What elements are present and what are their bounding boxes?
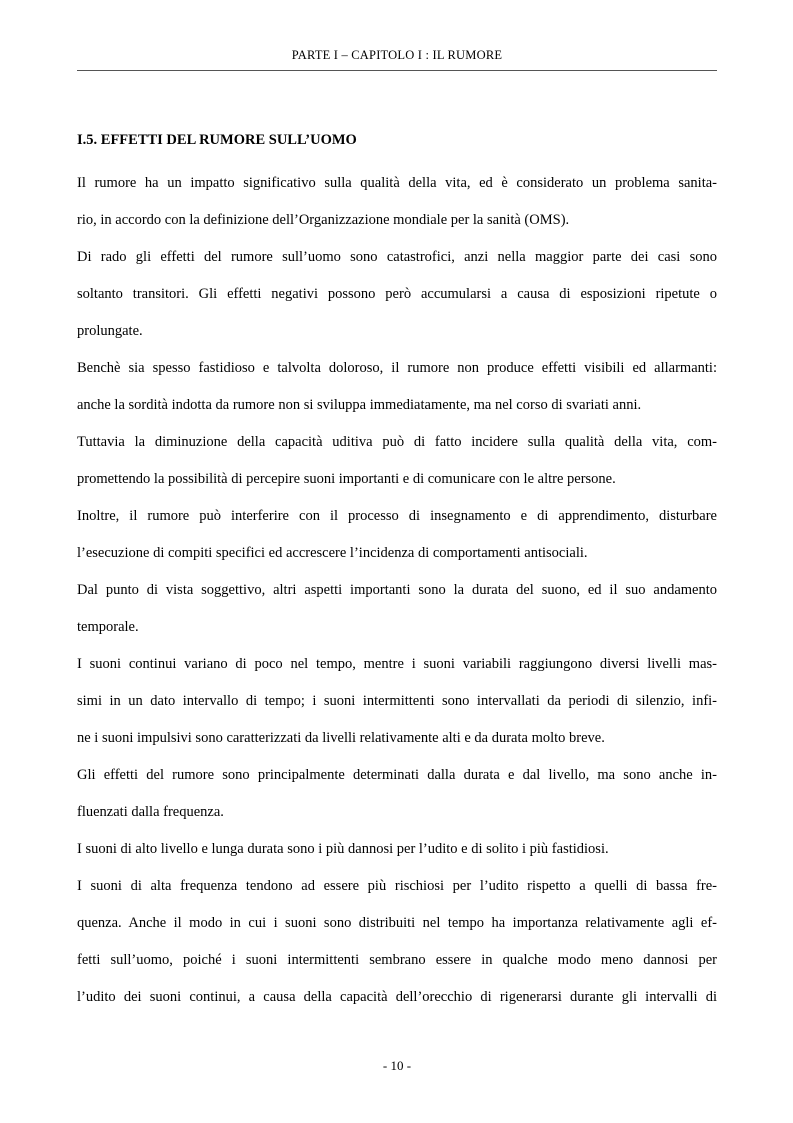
text-line: I suoni di alto livello e lunga durata sono i più dannosi per l’udito e di solito i più fastidiosi. xyxy=(77,841,609,857)
text-line: I suoni di alta frequenza tendono ad essere più rischiosi per l’udito rispetto a quelli di bassa fre- xyxy=(77,878,717,894)
header-divider xyxy=(77,70,717,71)
text-line: prolungate. xyxy=(77,323,143,339)
text-line: Il rumore ha un impatto significativo sulla qualità della vita, ed è considerato un problema sanita- xyxy=(77,175,717,191)
text-line: Di rado gli effetti del rumore sull’uomo sono catastrofici, anzi nella maggior parte dei casi sono xyxy=(77,249,717,265)
text-line: l’udito dei suoni continui, a causa della capacità dell’orecchio di rigenerarsi durante gli intervalli di xyxy=(77,989,717,1005)
text-line: I suoni continui variano di poco nel tempo, mentre i suoni variabili raggiungono diversi livelli mas- xyxy=(77,656,717,672)
text-line: fluenzati dalla frequenza. xyxy=(77,804,224,820)
text-line: ne i suoni impulsivi sono caratterizzati da livelli relativamente alti e da durata molto breve. xyxy=(77,730,605,746)
text-line: l’esecuzione di compiti specifici ed accrescere l’incidenza di comportamenti antisociali. xyxy=(77,545,588,561)
running-header: PARTE I – CAPITOLO I : IL RUMORE xyxy=(291,48,503,62)
text-line: fetti sull’uomo, poiché i suoni intermittenti sembrano essere in qualche modo meno dannosi per xyxy=(77,952,717,968)
text-line: quenza. Anche il modo in cui i suoni sono distribuiti nel tempo ha importanza relativamente agli ef- xyxy=(77,915,717,931)
text-line: Tuttavia la diminuzione della capacità uditiva può di fatto incidere sulla qualità della vita, com- xyxy=(77,434,717,450)
text-line: Dal punto di vista soggettivo, altri aspetti importanti sono la durata del suono, ed il suo andamento xyxy=(77,582,717,598)
text-line: Gli effetti del rumore sono principalmente determinati dalla durata e dal livello, ma sono anche in- xyxy=(77,767,717,783)
text-line: rio, in accordo con la definizione dell’Organizzazione mondiale per la sanità (OMS). xyxy=(77,212,570,228)
text-line: temporale. xyxy=(77,619,139,635)
text-line: Benchè sia spesso fastidioso e talvolta doloroso, il rumore non produce effetti visibili ed allarmanti: xyxy=(77,360,717,376)
text-line: promettendo la possibilità di percepire suoni importanti e di comunicare con le altre persone. xyxy=(77,471,616,487)
body-text xyxy=(77,165,717,1016)
text-line: anche la sordità indotta da rumore non si sviluppa immediatamente, ma nel corso di svariati anni. xyxy=(77,397,642,413)
section-heading: I.5. EFFETTI DEL RUMORE SULL’UOMO xyxy=(77,132,357,148)
text-line: Inoltre, il rumore può interferire con il processo di insegnamento e di apprendimento, disturbare xyxy=(77,508,717,524)
text-line: soltanto transitori. Gli effetti negativi possono però accumularsi a causa di esposizioni ripetute o xyxy=(77,286,717,302)
text-line: simi in un dato intervallo di tempo; i suoni intermittenti sono intervallati da periodi di silenzio, infi- xyxy=(77,693,717,709)
page-number: - 10 - xyxy=(382,1058,412,1073)
